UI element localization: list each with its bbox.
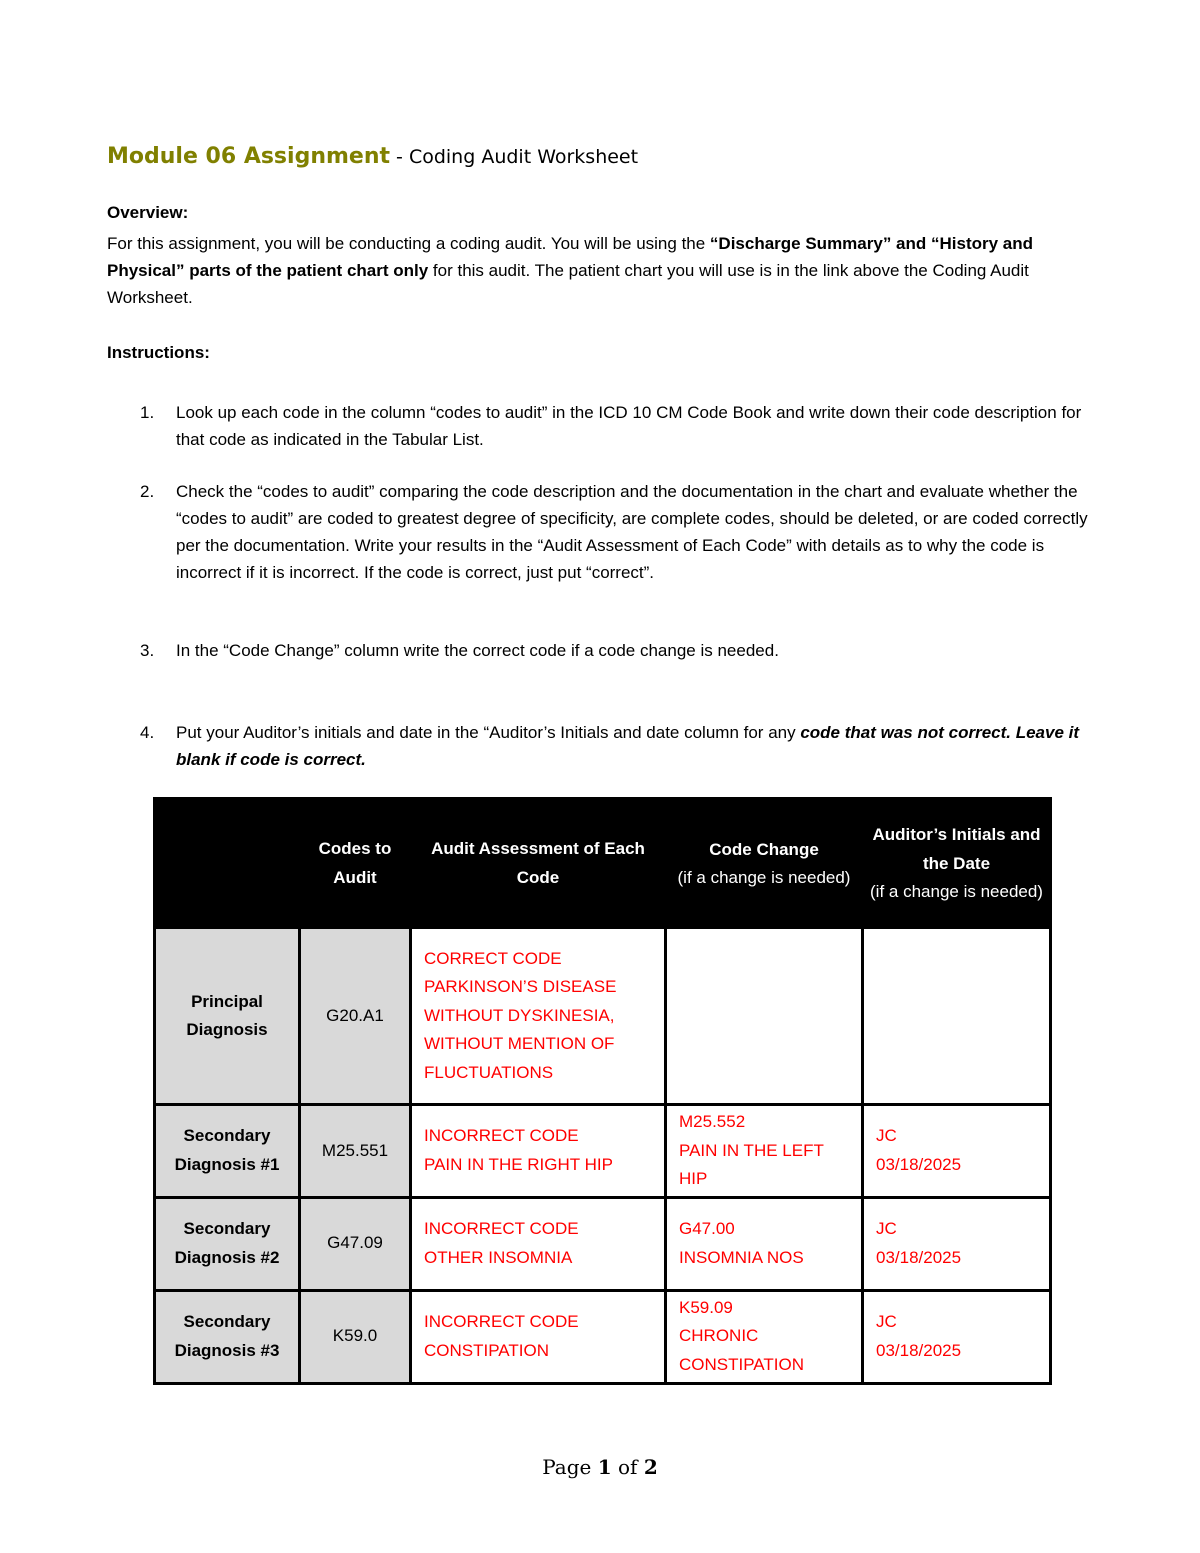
table-row — [155, 1105, 1051, 1198]
overview-paragraph — [107, 230, 1097, 311]
auditor-initials: JC — [876, 1312, 897, 1331]
code-to-audit: M25.551 — [300, 1105, 411, 1198]
header-code-change — [666, 799, 863, 928]
item-text — [176, 719, 1090, 773]
auditor-initials-cell[interactable] — [863, 1290, 1051, 1383]
change-code: K59.09 — [679, 1297, 733, 1317]
audit-assessment-cell[interactable] — [411, 1290, 666, 1383]
audit-assessment-cell[interactable] — [411, 928, 666, 1105]
instruction-item-2 — [140, 478, 1090, 586]
auditor-initials-cell[interactable] — [863, 1197, 1051, 1290]
audit-date: 03/18/2025 — [876, 1154, 962, 1174]
item-number: 3. — [140, 641, 155, 660]
instruction-item-4 — [140, 719, 1090, 773]
change-description: INSOMNIA NOS — [679, 1247, 804, 1267]
overview-bold: “Discharge Summary” and “History and Physical” parts of the patient chart only — [107, 234, 1034, 280]
assessment-status: INCORRECT CODE — [424, 1219, 579, 1238]
assessment-status: INCORRECT CODE — [424, 1312, 579, 1331]
item-number: 4. — [140, 723, 155, 742]
row-label: Principal Diagnosis — [155, 928, 300, 1105]
header-code-change-label: Code Change — [709, 839, 819, 859]
instruction-item-3 — [140, 637, 1090, 664]
assessment-description: CONSTIPATION — [424, 1340, 549, 1360]
item-number: 2. — [140, 482, 155, 501]
page-number — [0, 1455, 1200, 1479]
audit-date: 03/18/2025 — [876, 1340, 962, 1360]
table-row — [155, 1197, 1051, 1290]
header-code-change-note: (if a change is needed) — [677, 867, 851, 887]
row-label: Secondary Diagnosis #1 — [155, 1105, 300, 1198]
assessment-description: PARKINSON’S DISEASE WITHOUT DYSKINESIA, WITHOUT MENTION OF FLUCTUATIONS — [424, 977, 617, 1082]
assessment-description: OTHER INSOMNIA — [424, 1247, 573, 1267]
instruction-item-1 — [140, 399, 1090, 453]
page-current: 1 — [597, 1455, 612, 1479]
header-auditor-initials — [863, 799, 1051, 928]
code-to-audit: K59.0 — [300, 1290, 411, 1383]
overview-heading: Overview: — [107, 203, 189, 222]
header-auditor-initials-label: Auditor’s Initials and the Date — [872, 825, 1041, 873]
overview-text-2: for this audit. The patient chart you will use is in the link above the Coding Audit Worksheet. — [107, 261, 1029, 307]
item-text: Look up each code in the column “codes to audit” in the ICD 10 CM Code Book and write down their code description for that code as indicated in the Tabular List. — [176, 403, 1082, 449]
code-to-audit: G47.09 — [300, 1197, 411, 1290]
overview-text-1: For this assignment, you will be conducting a coding audit. You will be using the — [107, 234, 710, 253]
code-change-cell[interactable] — [666, 1197, 863, 1290]
title-separator: - — [390, 146, 409, 168]
header-audit-assessment: Audit Assessment of Each Code — [411, 799, 666, 928]
code-to-audit: G20.A1 — [300, 928, 411, 1105]
row-label: Secondary Diagnosis #2 — [155, 1197, 300, 1290]
header-auditor-initials-note: (if a change is needed) — [870, 882, 1043, 901]
page-of: of — [611, 1455, 644, 1479]
code-change-cell[interactable] — [666, 1105, 863, 1198]
code-change-cell[interactable] — [666, 1290, 863, 1383]
table-row — [155, 1290, 1051, 1383]
row-label: Secondary Diagnosis #3 — [155, 1290, 300, 1383]
page-title — [107, 143, 638, 169]
auditor-initials-cell[interactable] — [863, 928, 1051, 1105]
auditor-initials: JC — [876, 1219, 897, 1238]
table-header-row — [155, 799, 1051, 928]
coding-audit-table — [153, 797, 1052, 1385]
page-prefix: Page — [542, 1455, 598, 1479]
auditor-initials: JC — [876, 1126, 897, 1146]
title-sub: Coding Audit Worksheet — [408, 146, 639, 168]
audit-assessment-cell[interactable] — [411, 1197, 666, 1290]
instructions-heading: Instructions: — [107, 343, 210, 362]
audit-date: 03/18/2025 — [876, 1247, 962, 1267]
item-text-emphasis: code that was not correct. Leave it blank if code is correct. — [176, 723, 1080, 769]
change-description: CHRONIC CONSTIPATION — [679, 1326, 804, 1374]
change-code: M25.552 — [679, 1112, 746, 1131]
page-total: 2 — [643, 1455, 658, 1479]
item-text: Check the “codes to audit” comparing the code description and the documentation in the chart and evaluate whether the “codes to audit” are coded to greatest degree of specificity, are complete codes, should be deleted, or are coded correctly per the documentation. Write your results in the “Audit Assessment of Each Code” with details as to why the code is incorrect if it is incorrect. If the code is correct, just put “correct”. — [176, 482, 1088, 582]
change-code: G47.00 — [679, 1219, 735, 1238]
assessment-status: CORRECT CODE — [424, 948, 562, 968]
table-row — [155, 928, 1051, 1105]
item-text: In the “Code Change” column write the correct code if a code change is needed. — [176, 641, 779, 660]
header-codes-to-audit: Codes to Audit — [300, 799, 411, 928]
item-number: 1. — [140, 403, 155, 422]
change-description: PAIN IN THE LEFT HIP — [679, 1140, 824, 1188]
header-blank — [155, 799, 300, 928]
code-change-cell[interactable] — [666, 928, 863, 1105]
audit-assessment-cell[interactable] — [411, 1105, 666, 1198]
item-text-regular: Put your Auditor’s initials and date in the “Auditor’s Initials and date column for any — [176, 723, 801, 742]
assessment-description: PAIN IN THE RIGHT HIP — [424, 1154, 613, 1174]
assessment-status: INCORRECT CODE — [424, 1126, 579, 1146]
title-main: Module 06 Assignment — [107, 144, 391, 169]
auditor-initials-cell[interactable] — [863, 1105, 1051, 1198]
